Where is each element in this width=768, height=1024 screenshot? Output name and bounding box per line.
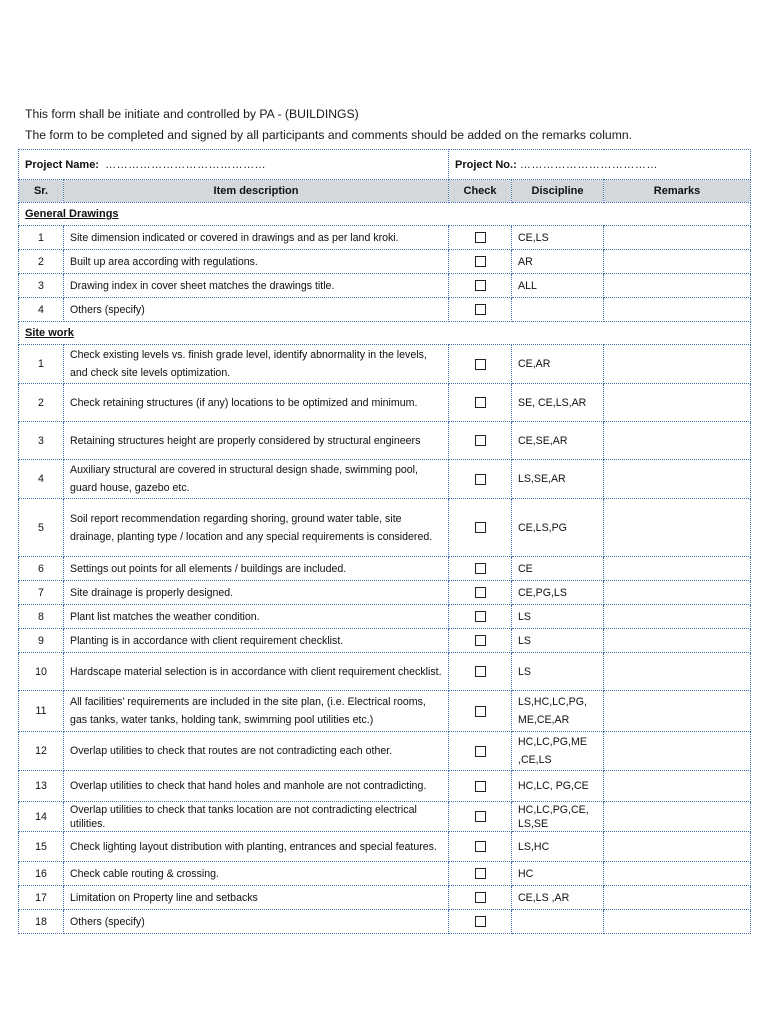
project-info-row — [19, 150, 751, 180]
checkbox[interactable] — [475, 563, 486, 574]
row-number: 12 — [19, 732, 64, 771]
row-number: 1 — [19, 345, 64, 384]
discipline: LS — [512, 629, 604, 653]
table-row — [19, 910, 751, 934]
row-number: 14 — [19, 802, 64, 832]
row-number: 5 — [19, 499, 64, 557]
discipline: CE,LS — [512, 226, 604, 250]
check-cell — [449, 345, 512, 384]
row-number: 7 — [19, 581, 64, 605]
discipline: AR — [512, 250, 604, 274]
discipline: LS — [512, 653, 604, 691]
check-cell — [449, 629, 512, 653]
checkbox[interactable] — [475, 706, 486, 717]
table-row — [19, 250, 751, 274]
check-cell — [449, 862, 512, 886]
remarks-cell[interactable] — [604, 832, 751, 862]
discipline: CE,LS ,AR — [512, 886, 604, 910]
row-number: 3 — [19, 422, 64, 460]
table-row — [19, 886, 751, 910]
item-description: All facilities’ requirements are included in the site plan, (i.e. Electrical rooms, gas tanks, water tanks, holding tank, swimming pool utilities etc.) — [64, 691, 449, 732]
intro-text — [25, 104, 755, 146]
check-cell — [449, 732, 512, 771]
check-cell — [449, 422, 512, 460]
table-row — [19, 605, 751, 629]
item-description: Built up area according with regulations. — [64, 250, 449, 274]
remarks-cell[interactable] — [604, 653, 751, 691]
discipline: HC — [512, 862, 604, 886]
item-description: Site drainage is properly designed. — [64, 581, 449, 605]
remarks-cell[interactable] — [604, 384, 751, 422]
table-row — [19, 629, 751, 653]
item-description: Limitation on Property line and setbacks — [64, 886, 449, 910]
item-description: Overlap utilities to check that routes are not contradicting each other. — [64, 732, 449, 771]
checkbox[interactable] — [475, 280, 486, 291]
row-number: 15 — [19, 832, 64, 862]
row-number: 18 — [19, 910, 64, 934]
remarks-cell[interactable] — [604, 605, 751, 629]
checkbox[interactable] — [475, 359, 486, 370]
table-row — [19, 499, 751, 557]
table-row — [19, 862, 751, 886]
table-row — [19, 274, 751, 298]
project-no-cell[interactable] — [449, 150, 751, 180]
table-row — [19, 384, 751, 422]
check-cell — [449, 832, 512, 862]
table-row — [19, 691, 751, 732]
remarks-cell[interactable] — [604, 802, 751, 832]
table-row — [19, 771, 751, 802]
project-name-label: Project Name: — [25, 158, 99, 171]
check-cell — [449, 691, 512, 732]
check-cell — [449, 274, 512, 298]
check-cell — [449, 802, 512, 832]
checkbox[interactable] — [475, 397, 486, 408]
item-description: Others (specify) — [64, 910, 449, 934]
discipline — [512, 910, 604, 934]
checkbox[interactable] — [475, 868, 486, 879]
row-number: 9 — [19, 629, 64, 653]
remarks-cell[interactable] — [604, 886, 751, 910]
remarks-cell[interactable] — [604, 422, 751, 460]
item-description: Check lighting layout distribution with planting, entrances and special features. — [64, 832, 449, 862]
item-description: Check retaining structures (if any) locations to be optimized and minimum. — [64, 384, 449, 422]
table-row — [19, 226, 751, 250]
item-description: Overlap utilities to check that tanks location are not contradicting electrical utilities. — [64, 802, 449, 832]
remarks-cell[interactable] — [604, 581, 751, 605]
discipline: CE — [512, 557, 604, 581]
item-description: Soil report recommendation regarding shoring, ground water table, site drainage, planting type / location and any special requirements is considered. — [64, 499, 449, 557]
checkbox[interactable] — [475, 781, 486, 792]
item-description: Check cable routing & crossing. — [64, 862, 449, 886]
item-description: Plant list matches the weather condition. — [64, 605, 449, 629]
checkbox[interactable] — [475, 435, 486, 446]
section-row — [19, 322, 751, 345]
remarks-cell[interactable] — [604, 298, 751, 322]
table-row — [19, 422, 751, 460]
checkbox[interactable] — [475, 811, 486, 822]
remarks-cell[interactable] — [604, 557, 751, 581]
section-row — [19, 203, 751, 226]
table-row — [19, 732, 751, 771]
checkbox[interactable] — [475, 304, 486, 315]
checkbox[interactable] — [475, 232, 486, 243]
row-number: 8 — [19, 605, 64, 629]
remarks-cell[interactable] — [604, 691, 751, 732]
checkbox[interactable] — [475, 841, 486, 852]
discipline: HC,LC,PG,ME ,CE,LS — [512, 732, 604, 771]
remarks-cell[interactable] — [604, 460, 751, 499]
discipline: HC,LC, PG,CE — [512, 771, 604, 802]
row-number: 13 — [19, 771, 64, 802]
discipline: LS,HC,LC,PG, ME,CE,AR — [512, 691, 604, 732]
check-cell — [449, 298, 512, 322]
row-number: 2 — [19, 384, 64, 422]
checkbox[interactable] — [475, 916, 486, 927]
row-number: 4 — [19, 460, 64, 499]
discipline: CE,PG,LS — [512, 581, 604, 605]
row-number: 3 — [19, 274, 64, 298]
discipline: HC,LC,PG,CE, LS,SE — [512, 802, 604, 832]
discipline: CE,LS,PG — [512, 499, 604, 557]
remarks-cell[interactable] — [604, 250, 751, 274]
checkbox[interactable] — [475, 587, 486, 598]
table-row — [19, 460, 751, 499]
item-description: Overlap utilities to check that hand holes and manhole are not contradicting. — [64, 771, 449, 802]
row-number: 4 — [19, 298, 64, 322]
checklist-table — [18, 149, 751, 934]
discipline: CE,AR — [512, 345, 604, 384]
check-cell — [449, 250, 512, 274]
table-row — [19, 581, 751, 605]
check-cell — [449, 910, 512, 934]
checkbox[interactable] — [475, 474, 486, 485]
project-name-value: …………………………………… — [105, 158, 267, 171]
checkbox[interactable] — [475, 635, 486, 646]
table-row — [19, 802, 751, 832]
check-cell — [449, 460, 512, 499]
remarks-cell[interactable] — [604, 862, 751, 886]
check-cell — [449, 499, 512, 557]
remarks-cell[interactable] — [604, 226, 751, 250]
header-discipline: Discipline — [512, 180, 604, 203]
table-row — [19, 345, 751, 384]
remarks-cell[interactable] — [604, 274, 751, 298]
remarks-cell[interactable] — [604, 771, 751, 802]
intro-line-1: This form shall be initiate and controlled by PA - (BUILDINGS) — [25, 107, 359, 121]
section-title: General Drawings — [19, 203, 751, 226]
remarks-cell[interactable] — [604, 499, 751, 557]
row-number: 1 — [19, 226, 64, 250]
checkbox[interactable] — [475, 746, 486, 757]
project-name-cell[interactable] — [19, 150, 449, 180]
remarks-cell[interactable] — [604, 732, 751, 771]
check-cell — [449, 886, 512, 910]
check-cell — [449, 226, 512, 250]
remarks-cell[interactable] — [604, 910, 751, 934]
remarks-cell[interactable] — [604, 345, 751, 384]
checkbox[interactable] — [475, 892, 486, 903]
remarks-cell[interactable] — [604, 629, 751, 653]
row-number: 17 — [19, 886, 64, 910]
project-no-label: Project No.: — [455, 158, 517, 171]
header-sr: Sr. — [19, 180, 64, 203]
check-cell — [449, 557, 512, 581]
item-description: Planting is in accordance with client requirement checklist. — [64, 629, 449, 653]
checkbox[interactable] — [475, 522, 486, 533]
discipline: ALL — [512, 274, 604, 298]
item-description: Auxiliary structural are covered in structural design shade, swimming pool, guard house, gazebo etc. — [64, 460, 449, 499]
header-remarks: Remarks — [604, 180, 751, 203]
header-check: Check — [449, 180, 512, 203]
checkbox[interactable] — [475, 611, 486, 622]
item-description: Settings out points for all elements / buildings are included. — [64, 557, 449, 581]
table-row — [19, 832, 751, 862]
check-cell — [449, 581, 512, 605]
discipline: LS,SE,AR — [512, 460, 604, 499]
item-description: Others (specify) — [64, 298, 449, 322]
check-cell — [449, 605, 512, 629]
row-number: 11 — [19, 691, 64, 732]
discipline — [512, 298, 604, 322]
checkbox[interactable] — [475, 256, 486, 267]
check-cell — [449, 771, 512, 802]
table-row — [19, 298, 751, 322]
discipline: LS,HC — [512, 832, 604, 862]
project-no-value: ……………………………… — [519, 158, 658, 171]
discipline: SE, CE,LS,AR — [512, 384, 604, 422]
header-item-description: Item description — [64, 180, 449, 203]
row-number: 6 — [19, 557, 64, 581]
discipline: LS — [512, 605, 604, 629]
check-cell — [449, 384, 512, 422]
row-number: 16 — [19, 862, 64, 886]
checkbox[interactable] — [475, 666, 486, 677]
item-description: Retaining structures height are properly considered by structural engineers — [64, 422, 449, 460]
table-row — [19, 653, 751, 691]
table-header-row — [19, 180, 751, 203]
item-description: Drawing index in cover sheet matches the drawings title. — [64, 274, 449, 298]
item-description: Site dimension indicated or covered in drawings and as per land kroki. — [64, 226, 449, 250]
intro-line-2: The form to be completed and signed by all participants and comments should be added on the remarks column. — [25, 128, 633, 142]
check-cell — [449, 653, 512, 691]
table-row — [19, 557, 751, 581]
row-number: 10 — [19, 653, 64, 691]
section-title: Site work — [19, 322, 751, 345]
row-number: 2 — [19, 250, 64, 274]
item-description: Hardscape material selection is in accordance with client requirement checklist. — [64, 653, 449, 691]
discipline: CE,SE,AR — [512, 422, 604, 460]
item-description: Check existing levels vs. finish grade level, identify abnormality in the levels, and check site levels optimization. — [64, 345, 449, 384]
